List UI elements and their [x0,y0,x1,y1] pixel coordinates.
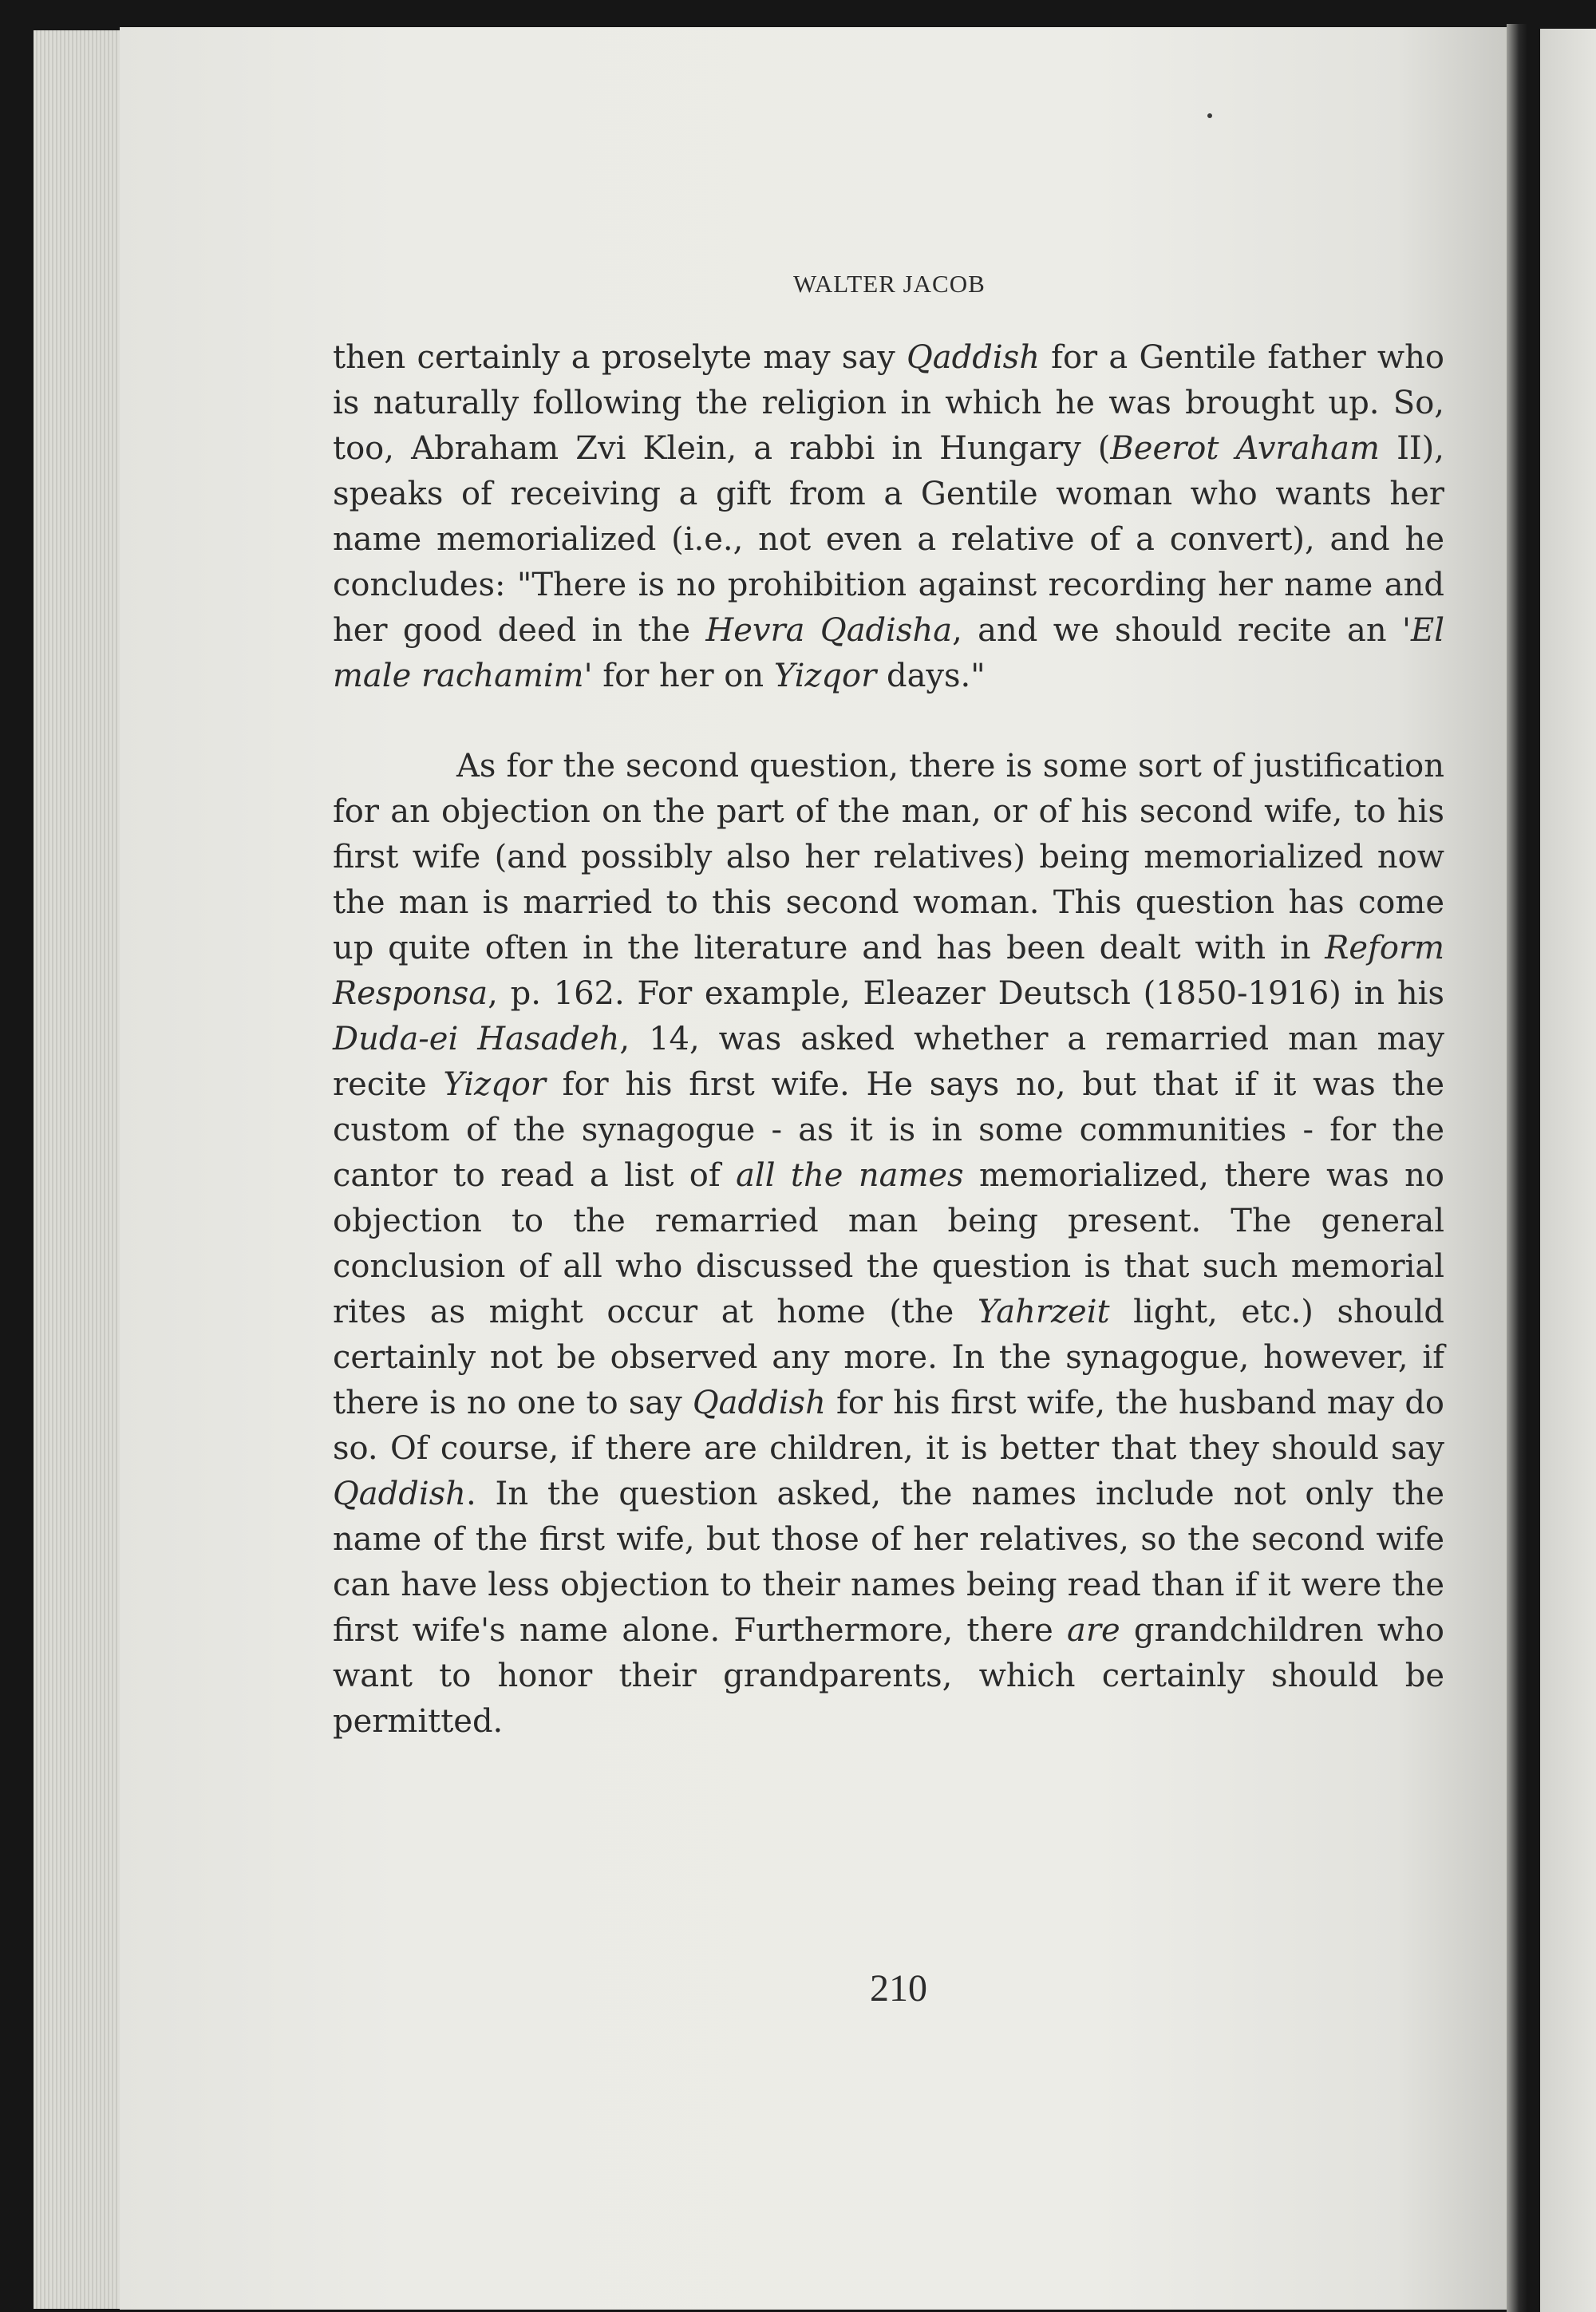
paper-speck [1207,113,1212,118]
text-run: As for the second question, there is some sort of justification for an objection on the part of the man, or of his second wife, to his first wife (and possibly also her relatives) being memorialized now the man is married to this second woman. This question has come up quite often in the literature and has been dealt with in [333,748,1444,966]
body-text [333,335,1444,1745]
italic-term: El male rachamim [333,612,1445,694]
text-run: light, etc.) should certainly not be observed any more. In the synagogue, however, if there is no one to say [333,1294,1445,1421]
italic-term: Duda-ei Hasadeh [333,1021,620,1057]
text-run: , and we should recite an ' [952,612,1412,649]
paragraph-2 [333,744,1444,1745]
facing-page-edge [1540,29,1596,2312]
italic-term: Yahrzeit [977,1294,1110,1330]
paragraph-1 [333,335,1444,699]
page-number: 210 [870,1967,927,2010]
running-head: WALTER JACOB [793,270,986,298]
book-gutter [1507,24,1527,2312]
text-run: . In the question asked, the names include not only the name of the first wife, but those of her relatives, so the second wife can have less objection to their names being read than if it were the first wife's name alone. Furthermore, there [333,1476,1444,1649]
italic-term: Yizqor [773,658,877,694]
italic-term: Hevra Qadisha [705,612,953,649]
italic-term: Qaddish [333,1476,466,1512]
italic-term: all the names [736,1157,964,1194]
text-run: grandchildren who want to honor their grandparents, which certainly should be permitted. [333,1612,1444,1740]
italic-term: Yizqor [443,1066,546,1103]
text-run: , 14, was asked whether a remarried man may recite [333,1021,1444,1103]
text-run: memorialized, there was no objection to the remarried man being present. The general conclusion of all who discussed the question is that such memorial rites as might occur at home (the [333,1157,1444,1330]
italic-term: Beerot Avraham [1110,430,1380,467]
text-run: days." [876,658,986,694]
text-run: , p. 162. For example, Eleazer Deutsch (1850-1916) in his [488,975,1444,1012]
italic-term: Qaddish [907,339,1040,376]
text-run: then certainly a proselyte may say [333,339,907,376]
italic-term: are [1066,1612,1120,1649]
text-run: ' for her on [583,658,774,694]
italic-term: Reform Responsa [333,930,1444,1012]
italic-term: Qaddish [692,1385,826,1421]
text-run: for his first wife, the husband may do so. Of course, if there are children, it is better that they should say [333,1385,1445,1467]
text-run: for a Gentile father who is naturally following the religion in which he was brought up. So, too, Abraham Zvi Klein, a rabbi in Hungary ( [333,339,1445,467]
text-run: for his first wife. He says no, but that if it was the custom of the synagogue - as it is in some communities - for the cantor to read a list of [333,1066,1445,1194]
text-run: II), speaks of receiving a gift from a Gentile woman who wants her name memorialized (i.e., not even a relative of a convert), and he concludes: "There is no prohibition against recording her name and her good deed in the [333,430,1444,649]
